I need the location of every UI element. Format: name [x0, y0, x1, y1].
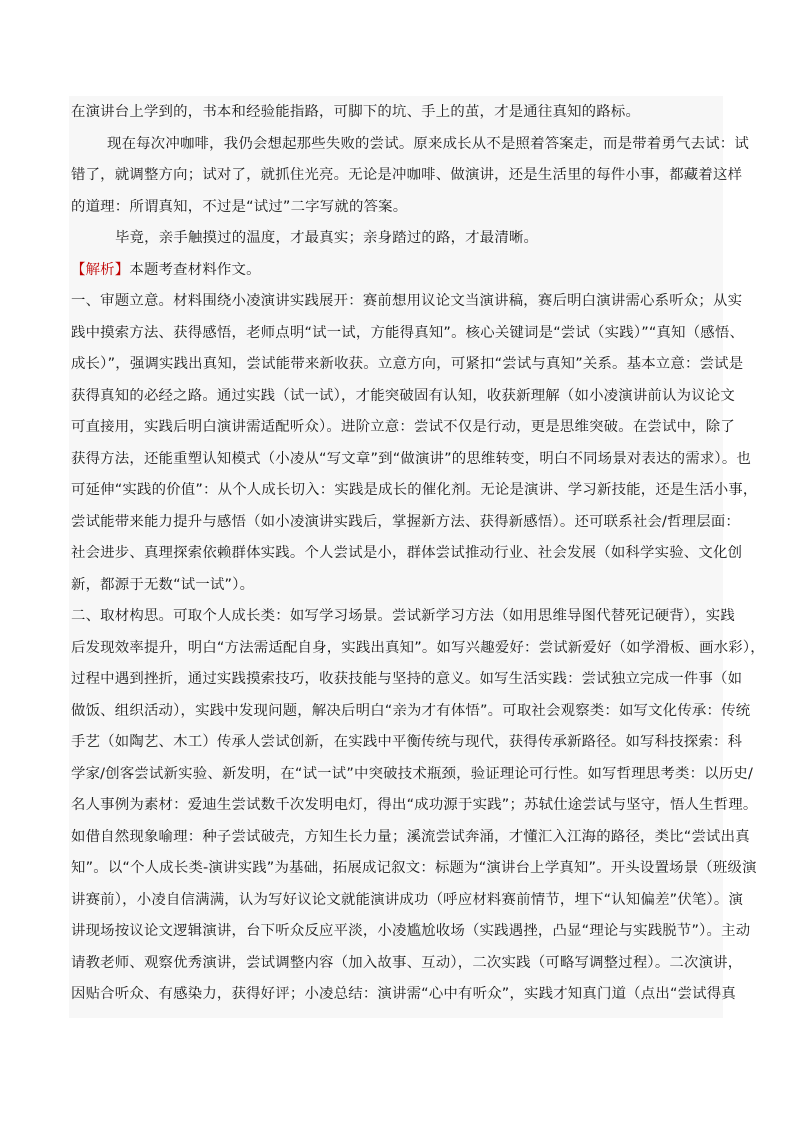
line-text: 错了，就调整方向；试对了，就抓住光亮。无论是冲咖啡、做演讲，还是生活里的每件小事，都藏着这样: [71, 167, 743, 183]
line-text: 现在每次冲咖啡，我仍会想起那些失败的尝试。原来成长从不是照着答案走，而是带着勇气去试：试: [107, 135, 749, 152]
line-text: 讲现场按议论文逻辑演讲，台下听众反应平淡，小凌尴尬收场（实践遇挫，凸显“理论与实践脱节”）。主动: [71, 923, 751, 939]
line-text: 知”。以“个人成长类-演讲实践”为基础，拓展成记叙文：标题为“演讲台上学真知”。开头设置场景（班级演: [71, 860, 757, 876]
line-text: 讲赛前），小凌自信满满，认为写好议论文就能演讲成功（呼应材料赛前情节，埋下“认知偏差”伏笔）。演: [71, 891, 744, 908]
text-line: [69, 354, 744, 374]
text-line: [69, 197, 723, 217]
text-line: [69, 386, 735, 406]
line-text: 成长）”，强调实践出真知，尝试能带来新收获。立意方向，可紧扣“尝试与真知”关系。基本立意：尝试是: [71, 356, 744, 372]
text-line: [69, 732, 743, 752]
text-line: [69, 701, 751, 721]
line-text: 二、取材构思。可取个人成长类：如写学习场景。尝试新学习方法（如用思维导图代替死记硬背），实践: [71, 608, 735, 624]
line-text: 手艺（如陶艺、木工）传承人尝试创新，在实践中平衡传统与现代，获得传承新路径。如写科技探索：科: [71, 734, 743, 750]
line-text: 名人事例为素材：爱迪生尝试数千次发明电灯，得出“成功源于实践”；苏轼仕途尝试与坚守，悟人生哲理。: [71, 797, 758, 813]
line-text: 践中摸索方法、获得感悟，老师点明“试一试，方能得真知”。核心关键词是“尝试（实践）”“真知（感悟、: [71, 324, 745, 341]
line-text: 尝试能带来能力提升与感悟（如小凌演讲实践后，掌握新方法、获得新感悟）。还可联系社会/哲理层面：: [71, 513, 741, 530]
text-line: [69, 858, 757, 878]
text-line: [69, 449, 752, 469]
text-line: [69, 575, 723, 595]
line-text: 一、审题立意。材料围绕小凌演讲实践展开：赛前想用议论文当演讲稿，赛后明白演讲需心系听众；从实: [71, 293, 743, 309]
line-text: 请教老师、观察优秀演讲，尝试调整内容（加入故事、互动），二次实践（可略写调整过程）。二次演讲，: [71, 954, 743, 971]
line-text: 如借自然现象喻理：种子尝试破壳，方知生长力量；溪流尝试奔涌，才懂汇入江海的路径，类比“尝试出真: [71, 828, 750, 845]
text-line: [69, 543, 743, 563]
text-line: [69, 512, 741, 532]
text-line: [69, 795, 758, 815]
text-line: [69, 921, 751, 941]
line-text: 获得真知的必经之路。通过实践（试一试），才能突破固有认知，收获新理解（如小凌演讲前认为议论文: [71, 387, 735, 404]
line-text: 在演讲台上学到的，书本和经验能指路，可脚下的坑、手上的茧，才是通往真知的路标。: [71, 104, 641, 120]
text-line: [69, 890, 744, 910]
text-line: [69, 480, 758, 500]
text-line: [69, 228, 723, 248]
text-line: [69, 764, 753, 784]
line-text: 过程中遇到挫折，通过实践摸索技巧，收获技能与坚持的意义。如写生活实践：尝试独立完成一件事（如: [71, 671, 743, 687]
line-text: 社会进步、真理探索依赖群体实践。个人尝试是小，群体尝试推动行业、社会发展（如科学实验、文化创: [71, 545, 743, 561]
text-line: [69, 260, 723, 280]
analysis-label: 【解析】: [71, 261, 130, 278]
text-line: [69, 638, 765, 658]
text-line: [69, 323, 745, 343]
document-body: [69, 96, 765, 1018]
line-text: 学家/创客尝试新实验、新发明，在“试一试”中突破技术瓶颈，验证理论可行性。如写哲理思考类：以历史/: [71, 765, 753, 782]
text-line: [69, 291, 743, 311]
text-line: [69, 102, 723, 122]
line-text: 可延伸“实践的价值”：从个人成长切入：实践是成长的催化剂。无论是演讲、学习新技能，还是生活小事，: [71, 482, 758, 498]
text-line: [69, 827, 750, 847]
line-text: 可直接用，实践后明白演讲需适配听众）。进阶立意：尝试不仅是行动，更是思维突破。在尝试中，除了: [71, 419, 735, 435]
text-line: [69, 953, 743, 973]
line-text: 的道理：所谓真知，不过是“试过”二字写就的答案。: [71, 198, 408, 215]
text-line: [69, 134, 749, 154]
text-line: [69, 606, 735, 626]
line-text: 做饭、组织活动），实践中发现问题，解决后明白“亲为才有体悟”。可取社会观察类：如写文化传承：传统: [71, 702, 751, 719]
line-text: 因贴合听众、有感染力，获得好评；小凌总结：演讲需“心中有听众”，实践才知真门道（点出“尝试得真: [71, 986, 736, 1002]
line-text: 本题考查材料作文。: [129, 261, 261, 278]
line-text: 毕竟，亲手触摸过的温度，才最真实；亲身踏过的路，才最清晰。: [115, 230, 539, 246]
line-text: 新，都源于无数“试一试”）。: [71, 576, 255, 593]
text-line: [69, 165, 743, 185]
text-line: [69, 984, 736, 1004]
line-text: 获得方法，还能重塑认知模式（小凌从“写文章”到“做演讲”的思维转变，明白不同场景对表达的需求）。也: [71, 450, 752, 467]
text-line: [69, 417, 735, 437]
text-line: [69, 669, 743, 689]
line-text: 后发现效率提升，明白“方法需适配自身，实践出真知”。如写兴趣爱好：尝试新爱好（如学滑板、画水彩），: [71, 639, 765, 656]
